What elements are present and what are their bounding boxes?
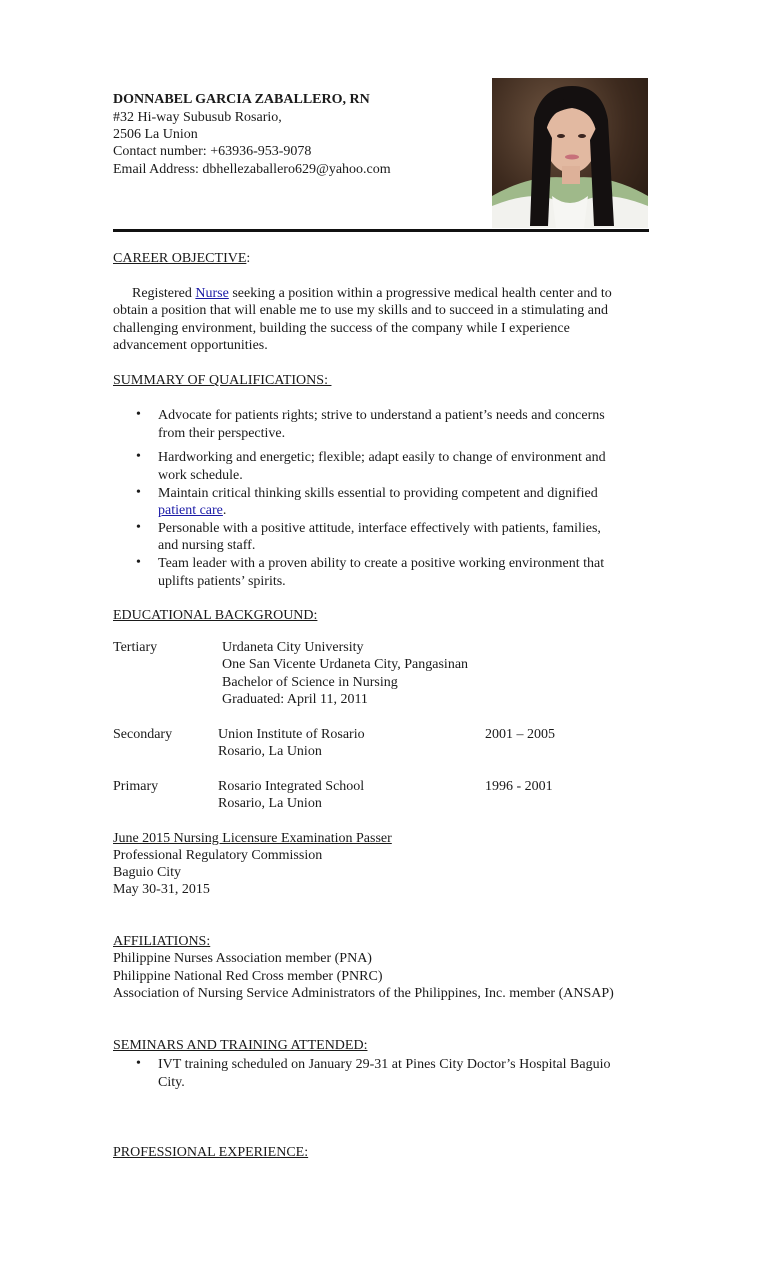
qualification-line: work schedule. xyxy=(158,468,243,483)
bullet-icon: • xyxy=(136,555,141,570)
bullet-icon: • xyxy=(136,407,141,422)
school-years: 1996 - 2001 xyxy=(485,779,553,794)
school-name: Urdaneta City University xyxy=(222,640,364,655)
objective-line-1 xyxy=(132,285,612,302)
school-name: Union Institute of Rosario xyxy=(218,727,365,742)
qualification-line: Maintain critical thinking skills essential to providing competent and dignified xyxy=(158,486,598,501)
affiliations-heading: AFFILIATIONS: xyxy=(113,934,211,949)
bullet-icon: • xyxy=(136,485,141,500)
career-objective-heading xyxy=(113,250,250,267)
education-heading: EDUCATIONAL BACKGROUND: xyxy=(113,608,318,623)
school-address: Rosario, La Union xyxy=(218,796,322,811)
qualification-line: and nursing staff. xyxy=(158,538,256,553)
qualification-line: Hardworking and energetic; flexible; adapt easily to change of environment and xyxy=(158,450,606,465)
qualification-line xyxy=(158,502,648,519)
bullet-icon: • xyxy=(136,520,141,535)
address-line-2: 2506 La Union xyxy=(113,127,198,142)
contact-number: Contact number: +63936-953-9078 xyxy=(113,144,312,159)
school-address: Rosario, La Union xyxy=(218,744,322,759)
affiliation-item: Philippine National Red Cross member (PNRC) xyxy=(113,969,383,984)
graduation-date: Graduated: April 11, 2011 xyxy=(222,692,368,707)
objective-line-1-rest: seeking a position within a progressive medical health center and to xyxy=(228,286,612,301)
experience-heading: PROFESSIONAL EXPERIENCE: xyxy=(113,1145,309,1160)
licensure-date: May 30-31, 2015 xyxy=(113,882,210,897)
objective-lead: Registered xyxy=(132,286,196,301)
objective-line-2: obtain a position that will enable me to use my skills and to succeed in a stimulating and xyxy=(113,303,608,318)
degree: Bachelor of Science in Nursing xyxy=(222,675,398,690)
school-address: One San Vicente Urdaneta City, Pangasinan xyxy=(222,657,469,672)
nurse-link[interactable]: Nurse xyxy=(195,286,229,301)
qualification-line: from their perspective. xyxy=(158,426,286,441)
affiliation-item: Philippine Nurses Association member (PNA) xyxy=(113,951,372,966)
qualification-period: . xyxy=(222,503,227,518)
career-objective-heading-text: CAREER OBJECTIVE xyxy=(113,251,247,266)
education-level: Tertiary xyxy=(113,640,158,655)
qualification-line: Personable with a positive attitude, interface effectively with patients, families, xyxy=(158,521,601,536)
applicant-name: DONNABEL GARCIA ZABALLERO, RN xyxy=(113,92,370,107)
address-line-1: #32 Hi-way Subusub Rosario, xyxy=(113,110,282,125)
objective-line-3: challenging environment, building the success of the company while I experience xyxy=(113,321,570,336)
school-name: Rosario Integrated School xyxy=(218,779,365,794)
qualification-line: uplifts patients’ spirits. xyxy=(158,574,286,589)
education-level: Primary xyxy=(113,779,159,794)
licensure-place: Baguio City xyxy=(113,865,182,880)
licensure-org: Professional Regulatory Commission xyxy=(113,848,323,863)
qualification-line: Team leader with a proven ability to create a positive working environment that xyxy=(158,556,605,571)
header-divider xyxy=(113,229,649,232)
affiliation-item: Association of Nursing Service Administrators of the Philippines, Inc. member (ANSAP) xyxy=(113,986,614,1001)
career-objective-colon: : xyxy=(246,251,251,266)
seminar-line: IVT training scheduled on January 29-31 at Pines City Doctor’s Hospital Baguio xyxy=(158,1057,611,1072)
licensure-title: June 2015 Nursing Licensure Examination Passer xyxy=(113,831,392,846)
email-address: Email Address: dbhellezaballero629@yahoo.com xyxy=(113,162,391,177)
portrait-image-icon xyxy=(492,78,648,228)
education-level: Secondary xyxy=(113,727,173,742)
bullet-icon: • xyxy=(136,1056,141,1071)
patient-care-link[interactable]: patient care xyxy=(158,503,223,518)
qualification-line: Advocate for patients rights; strive to understand a patient’s needs and concerns xyxy=(158,408,605,423)
profile-photo xyxy=(492,78,648,228)
seminars-heading: SEMINARS AND TRAINING ATTENDED: xyxy=(113,1038,368,1053)
school-years: 2001 – 2005 xyxy=(485,727,555,742)
qualifications-heading: SUMMARY OF QUALIFICATIONS: xyxy=(113,373,332,388)
objective-line-4: advancement opportunities. xyxy=(113,338,268,353)
seminar-line: City. xyxy=(158,1075,185,1090)
bullet-icon: • xyxy=(136,449,141,464)
